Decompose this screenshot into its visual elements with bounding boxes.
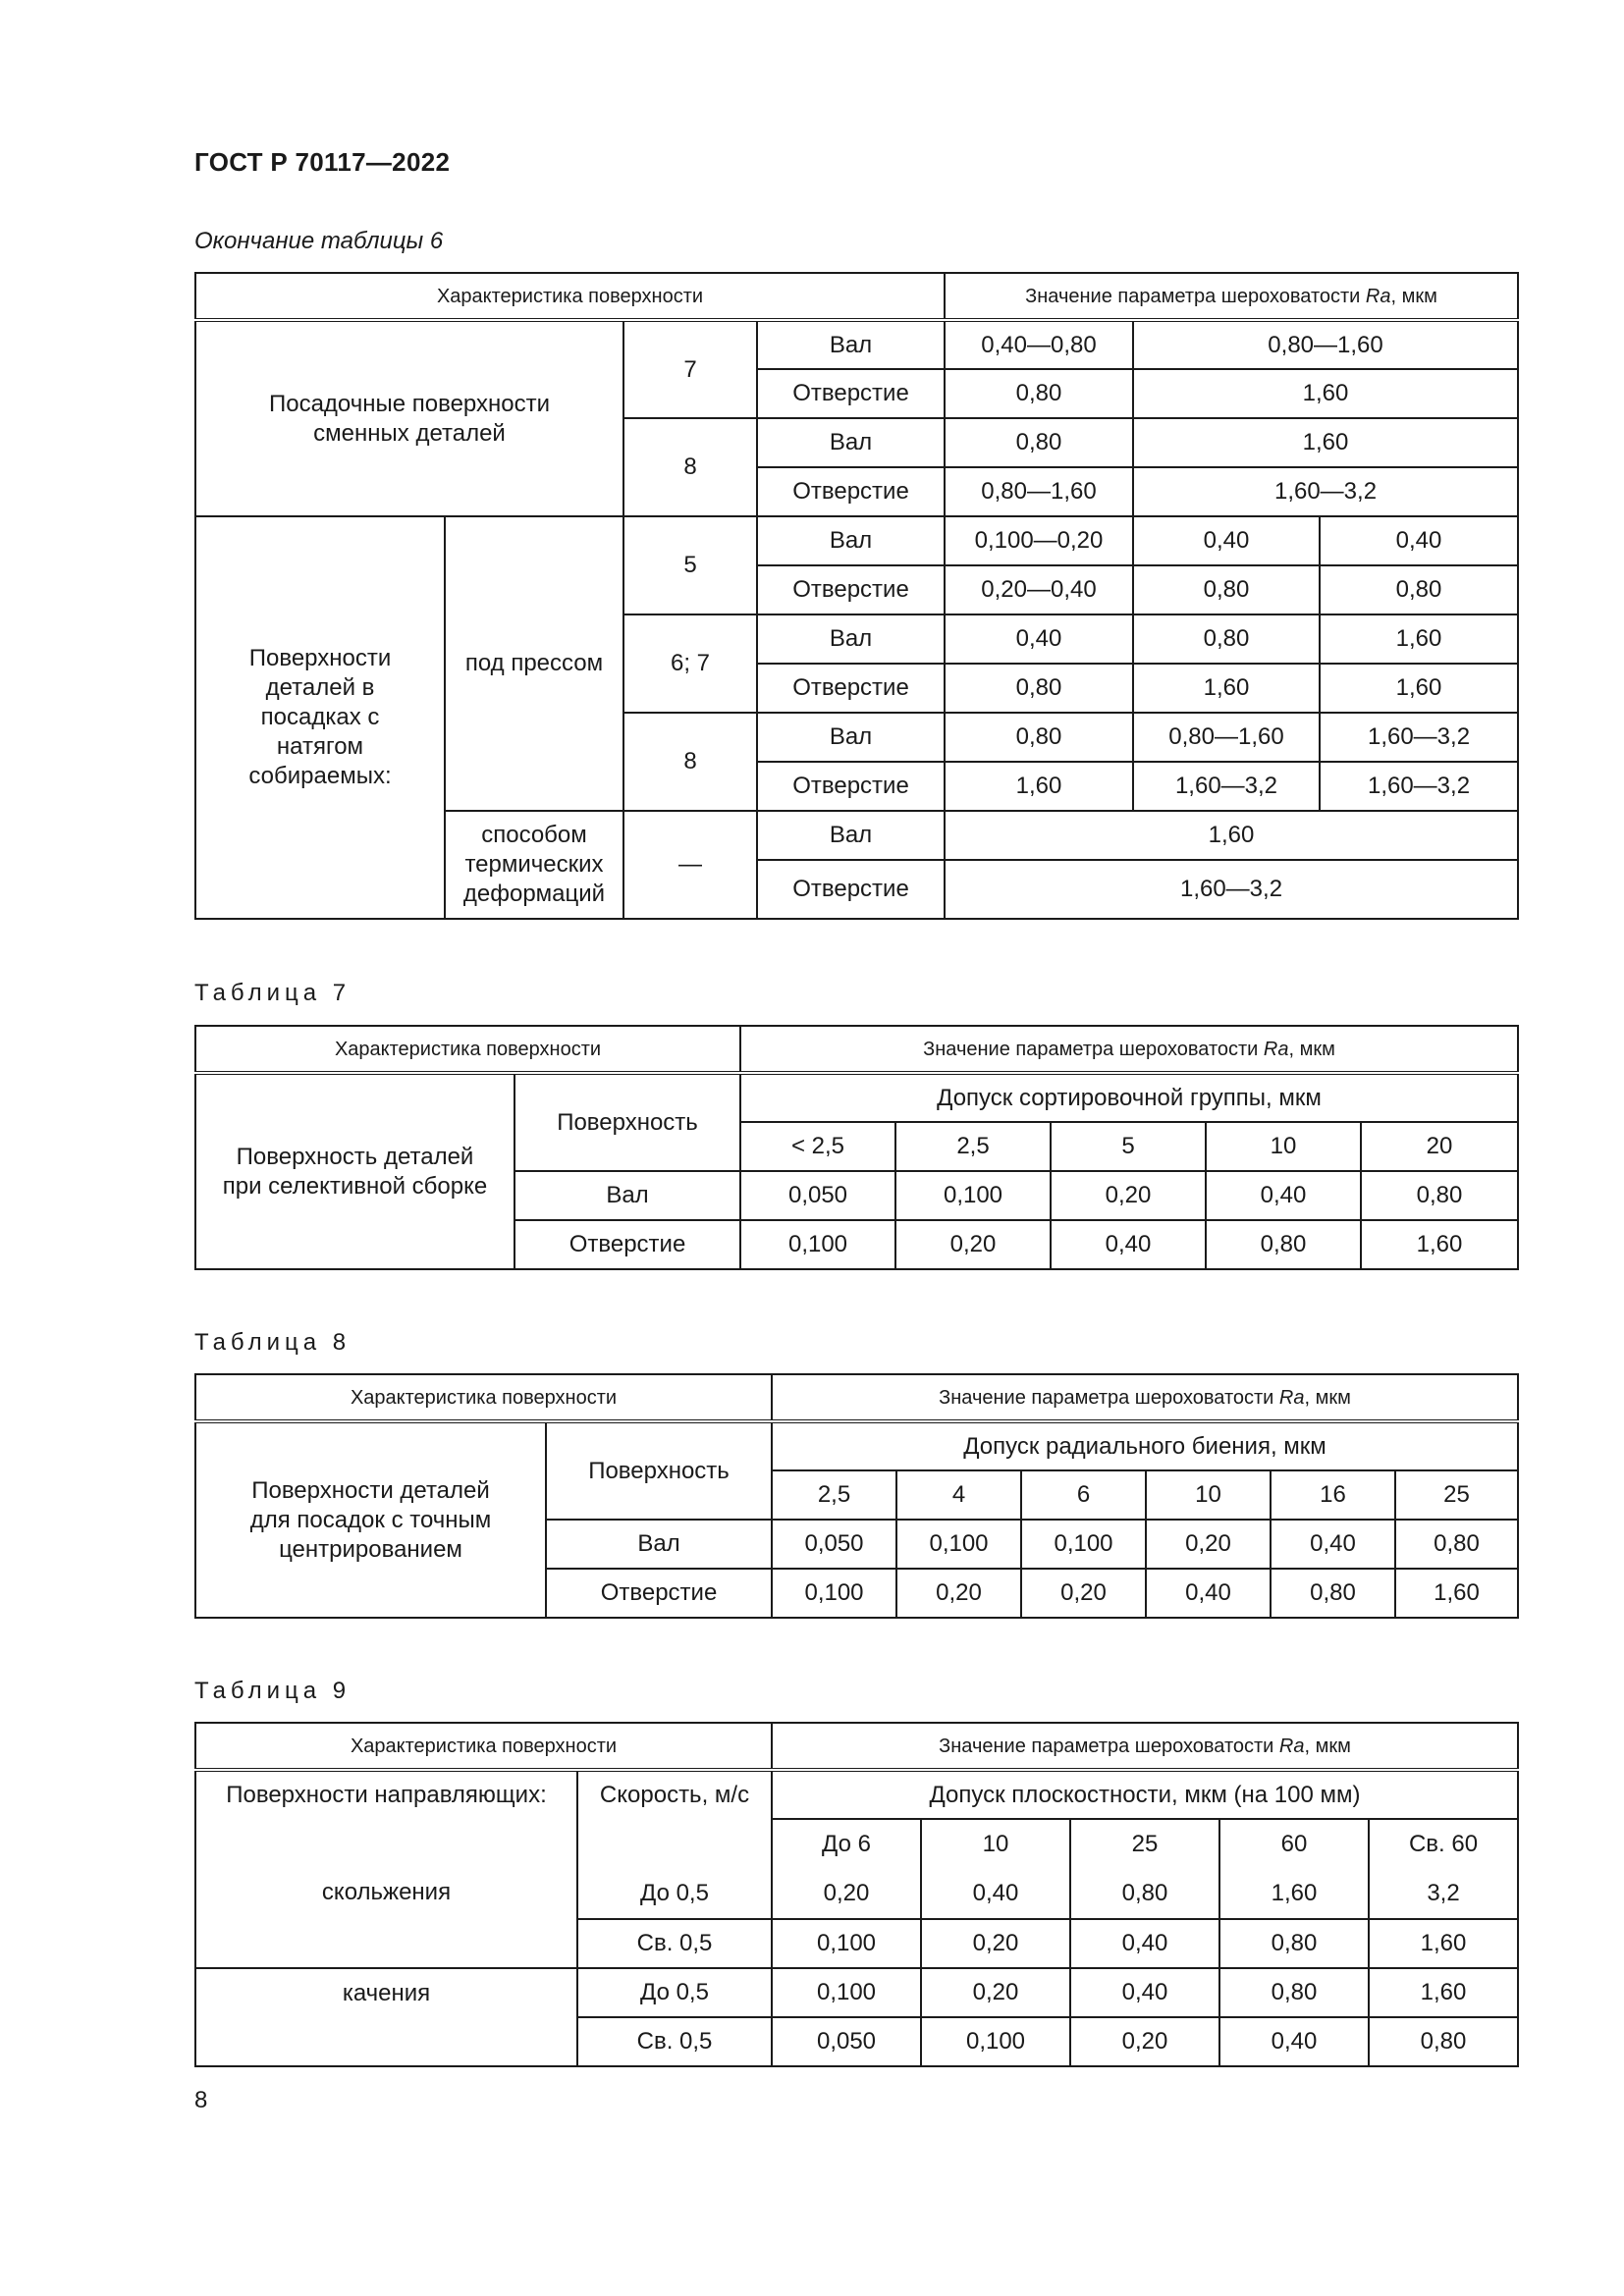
table9-value-cell: 0,40: [1070, 1968, 1219, 2017]
table6-value-cell: 1,60—3,2: [1320, 762, 1518, 811]
table9-value-cell: 0,80: [1219, 1919, 1369, 1968]
table6-press-label: под прессом: [445, 516, 623, 811]
table9-value-cell: 0,20: [772, 1868, 921, 1919]
table6-value-cell: 1,60—3,2: [945, 860, 1518, 919]
table6-value-cell: 0,80: [945, 713, 1133, 762]
table6-value-cell: 0,40: [1133, 516, 1320, 565]
table7-col-header: < 2,5: [740, 1122, 895, 1171]
table6-class-cell: 5: [623, 516, 757, 614]
table7-part-cell: Вал: [514, 1171, 740, 1220]
table-row: [195, 1723, 1518, 1770]
table6-thermal-label: способом термических деформаций: [445, 811, 623, 919]
table6-value-cell: 1,60: [1133, 418, 1518, 467]
table6-part-cell: Отверстие: [757, 565, 945, 614]
table6-value-cell: 1,60—3,2: [1133, 467, 1518, 516]
table6-part-cell: Отверстие: [757, 664, 945, 713]
table9-value-cell: 1,60: [1369, 1919, 1518, 1968]
table8-value-cell: 0,20: [1146, 1520, 1271, 1569]
table8-value-cell: 0,100: [772, 1569, 896, 1618]
table8-part-cell: Вал: [546, 1520, 772, 1569]
table8-value-cell: 0,100: [896, 1520, 1021, 1569]
table6-value-cell: 0,80: [1320, 565, 1518, 614]
table8-col-header: 10: [1146, 1470, 1271, 1520]
table6-part-cell: Вал: [757, 811, 945, 860]
table8-col-header: 16: [1271, 1470, 1395, 1520]
table9-value-cell: 0,80: [1219, 1968, 1369, 2017]
table9-value-cell: 0,80: [1070, 1868, 1219, 1919]
table6-class-cell: 6; 7: [623, 614, 757, 713]
table8-surface-header: Поверхность: [546, 1421, 772, 1520]
table6-value-cell: 1,60: [1133, 664, 1320, 713]
table-row: [195, 1374, 1518, 1421]
table6: [194, 272, 1519, 920]
table8-left-label: Поверхности деталей для посадок с точным центрированием: [195, 1421, 546, 1618]
table7-col-header: 5: [1051, 1122, 1206, 1171]
table8-value-cell: 0,80: [1395, 1520, 1518, 1569]
table9-value-cell: 0,80: [1369, 2017, 1518, 2066]
table6-value-cell: 0,40: [945, 614, 1133, 664]
table-row: [195, 1819, 1518, 1868]
table9-header-characteristic: Характеристика поверхности: [195, 1723, 772, 1770]
table8-value-cell: 0,050: [772, 1520, 896, 1569]
table8-value-cell: 0,20: [896, 1569, 1021, 1618]
table6-value-cell: 1,60: [1133, 369, 1518, 418]
table9: [194, 1722, 1519, 2067]
table-row: [195, 320, 1518, 369]
table8-value-cell: 0,20: [1021, 1569, 1146, 1618]
table8-col-header: 25: [1395, 1470, 1518, 1520]
table6-part-cell: Вал: [757, 713, 945, 762]
table6-class-cell: 8: [623, 713, 757, 811]
table6-part-cell: Отверстие: [757, 467, 945, 516]
table6-value-cell: 0,80: [945, 418, 1133, 467]
table6-caption: Окончание таблицы 6: [194, 228, 444, 254]
table6-value-cell: 0,80—1,60: [945, 467, 1133, 516]
table-row: [195, 1968, 1518, 2017]
table8-value-cell: 0,80: [1271, 1569, 1395, 1618]
table9-speed-cell: Св. 0,5: [577, 2017, 772, 2066]
table7-tolerance-header: Допуск сортировочной группы, мкм: [740, 1073, 1518, 1122]
table8-part-cell: Отверстие: [546, 1569, 772, 1618]
table6-part-cell: Вал: [757, 418, 945, 467]
table7-value-cell: 0,050: [740, 1171, 895, 1220]
table8-col-header: 2,5: [772, 1470, 896, 1520]
table6-value-cell: 1,60—3,2: [1133, 762, 1320, 811]
table6-value-cell: 1,60: [945, 762, 1133, 811]
table6-value-cell: 0,100—0,20: [945, 516, 1133, 565]
table8-header-value: Значение параметра шероховатости Ra, мкм: [772, 1374, 1518, 1421]
table-row: [195, 1421, 1518, 1470]
table6-header-characteristic: Характеристика поверхности: [195, 273, 945, 320]
table7-part-cell: Отверстие: [514, 1220, 740, 1269]
table6-value-cell: 0,40—0,80: [945, 320, 1133, 369]
table8-value-cell: 0,40: [1271, 1520, 1395, 1569]
table7-caption: Таблица 7: [194, 980, 352, 1006]
table9-col-header: 25: [1070, 1819, 1219, 1868]
table7-value-cell: 0,100: [740, 1220, 895, 1269]
table9-value-cell: 0,40: [1219, 2017, 1369, 2066]
table7-col-header: 20: [1361, 1122, 1518, 1171]
table6-value-cell: 0,80—1,60: [1133, 320, 1518, 369]
table9-value-cell: 1,60: [1369, 1968, 1518, 2017]
table7-header-value: Значение параметра шероховатости Ra, мкм: [740, 1026, 1518, 1073]
document-header: ГОСТ Р 70117—2022: [194, 147, 451, 177]
table6-value-cell: 1,60—3,2: [1320, 713, 1518, 762]
table9-value-cell: 0,050: [772, 2017, 921, 2066]
table9-guides-label: Поверхности направляющих:: [195, 1770, 577, 1819]
table6-value-cell: 1,60: [1320, 614, 1518, 664]
table7-value-cell: 0,80: [1361, 1171, 1518, 1220]
table-row: [195, 1868, 1518, 1919]
table9-value-cell: 0,40: [1070, 1919, 1219, 1968]
table6-value-cell: 0,80: [1133, 614, 1320, 664]
table7: [194, 1025, 1519, 1270]
table9-col-header: 60: [1219, 1819, 1369, 1868]
table9-value-cell: 3,2: [1369, 1868, 1518, 1919]
table9-sliding-label: скольжения: [195, 1868, 577, 1968]
table8-col-header: 4: [896, 1470, 1021, 1520]
table9-speed-header: Скорость, м/с: [577, 1770, 772, 1819]
table9-value-cell: 0,100: [921, 2017, 1070, 2066]
table8: [194, 1373, 1519, 1619]
table-row: [195, 1073, 1518, 1122]
table6-part-cell: Вал: [757, 320, 945, 369]
table6-dash-cell: —: [623, 811, 757, 919]
table8-value-cell: 1,60: [1395, 1569, 1518, 1618]
table9-tolerance-header: Допуск плоскостности, мкм (на 100 мм): [772, 1770, 1518, 1819]
table8-caption: Таблица 8: [194, 1329, 352, 1356]
table7-value-cell: 0,40: [1206, 1171, 1361, 1220]
table6-class-cell: 7: [623, 320, 757, 418]
table6-part-cell: Вал: [757, 516, 945, 565]
table6-value-cell: 1,60: [1320, 664, 1518, 713]
table-row: [195, 273, 1518, 320]
table-row: [195, 516, 1518, 565]
table6-header-value: Значение параметра шероховатости Ra, мкм: [945, 273, 1518, 320]
table6-part-cell: Отверстие: [757, 860, 945, 919]
table8-value-cell: 0,40: [1146, 1569, 1271, 1618]
table6-value-cell: 0,80—1,60: [1133, 713, 1320, 762]
table8-header-characteristic: Характеристика поверхности: [195, 1374, 772, 1421]
table6-part-cell: Отверстие: [757, 369, 945, 418]
table9-speed-cell: Св. 0,5: [577, 1919, 772, 1968]
table-row: [195, 1026, 1518, 1073]
table6-value-cell: 0,40: [1320, 516, 1518, 565]
table6-value-cell: 0,80: [945, 664, 1133, 713]
table7-value-cell: 0,80: [1206, 1220, 1361, 1269]
table9-header-value: Значение параметра шероховатости Ra, мкм: [772, 1723, 1518, 1770]
table9-speed-cell: До 0,5: [577, 1968, 772, 2017]
table7-col-header: 2,5: [895, 1122, 1051, 1171]
table7-value-cell: 0,40: [1051, 1220, 1206, 1269]
table7-left-label: Поверхность деталей при селективной сборке: [195, 1073, 514, 1269]
table9-col-header: 10: [921, 1819, 1070, 1868]
table9-value-cell: 1,60: [1219, 1868, 1369, 1919]
table-row: [195, 1770, 1518, 1819]
table9-value-cell: 0,20: [921, 1968, 1070, 2017]
table6-part-cell: Вал: [757, 614, 945, 664]
table9-value-cell: 0,100: [772, 1919, 921, 1968]
table8-tolerance-header: Допуск радиального биения, мкм: [772, 1421, 1518, 1470]
table7-value-cell: 1,60: [1361, 1220, 1518, 1269]
table7-col-header: 10: [1206, 1122, 1361, 1171]
table9-value-cell: 0,40: [921, 1868, 1070, 1919]
table7-value-cell: 0,20: [1051, 1171, 1206, 1220]
table9-col-header: До 6: [772, 1819, 921, 1868]
table9-rolling-label: качения: [195, 1968, 577, 2066]
table6-value-cell: 0,80: [1133, 565, 1320, 614]
table6-group1-label: Посадочные поверхности сменных деталей: [195, 320, 623, 516]
table9-value-cell: 0,20: [1070, 2017, 1219, 2066]
table6-group2-label: Поверхности деталей в посадках с натягом собираемых:: [195, 516, 445, 919]
page-number: 8: [194, 2087, 208, 2113]
table6-value-cell: 1,60: [945, 811, 1518, 860]
table6-value-cell: 0,80: [945, 369, 1133, 418]
table9-value-cell: 0,100: [772, 1968, 921, 2017]
table6-class-cell: 8: [623, 418, 757, 516]
table7-value-cell: 0,100: [895, 1171, 1051, 1220]
table9-value-cell: 0,20: [921, 1919, 1070, 1968]
table7-value-cell: 0,20: [895, 1220, 1051, 1269]
table9-caption: Таблица 9: [194, 1678, 352, 1704]
table8-value-cell: 0,100: [1021, 1520, 1146, 1569]
table9-col-header: Св. 60: [1369, 1819, 1518, 1868]
table6-value-cell: 0,20—0,40: [945, 565, 1133, 614]
table7-surface-header: Поверхность: [514, 1073, 740, 1171]
table6-part-cell: Отверстие: [757, 762, 945, 811]
table8-col-header: 6: [1021, 1470, 1146, 1520]
table9-speed-cell: До 0,5: [577, 1868, 772, 1919]
table7-header-characteristic: Характеристика поверхности: [195, 1026, 740, 1073]
